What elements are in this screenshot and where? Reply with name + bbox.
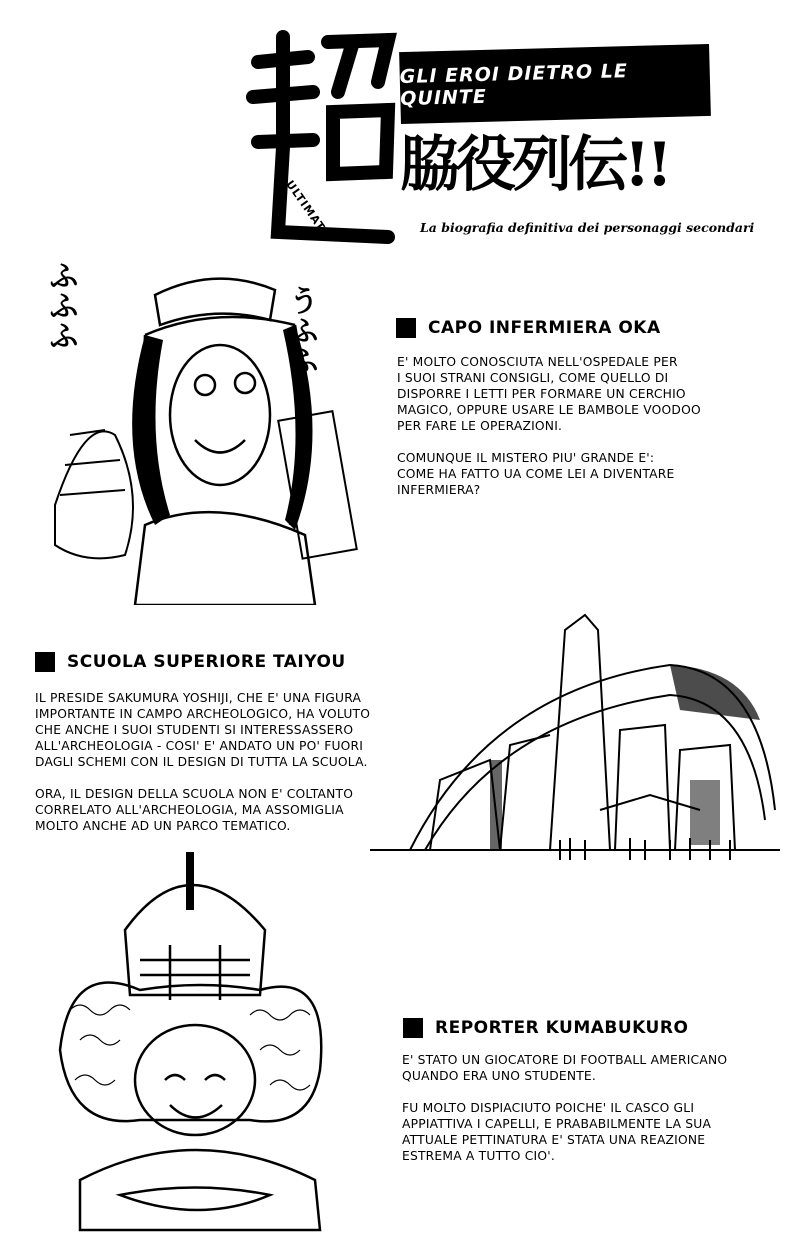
body-line: APPIATTIVA I CAPELLI, E PRABABILMENTE LA SUA <box>402 1117 712 1131</box>
body-line: IL PRESIDE SAKUMURA YOSHIJI, CHE E' UNA FIGURA <box>35 691 362 705</box>
section-body-kumabukuro <box>402 1052 727 1164</box>
body-line: COMUNQUE IL MISTERO PIU' GRANDE E': <box>397 451 655 465</box>
body-line: CORRELATO ALL'ARCHEOLOGIA, MA ASSOMIGLIA <box>35 803 344 817</box>
body-line: FU MOLTO DISPIACIUTO POICHE' IL CASCO GLI <box>402 1101 695 1115</box>
section-heading-kumabukuro <box>403 1018 688 1038</box>
title-banner-text: GLI EROI DIETRO LE QUINTE <box>399 60 629 111</box>
title-kanji-row: 脇役列伝!! <box>400 130 669 200</box>
body-line: ESTREMA A TUTTO CIO'. <box>402 1149 555 1163</box>
subtitle: La biografia definitiva dei personaggi secondari <box>420 220 755 235</box>
body-line: CHE ANCHE I SUOI STUDENTI SI INTERESSASSERO <box>35 723 354 737</box>
title-banner <box>399 44 711 124</box>
heading-square-icon <box>403 1018 423 1038</box>
section-heading-oka <box>396 318 661 338</box>
ultimate-label: ULTIMATE <box>283 178 333 241</box>
school-building-illustration <box>370 610 780 870</box>
reporter-kumabukuro-illustration <box>50 850 340 1245</box>
body-line: COME HA FATTO UA COME LEI A DIVENTARE <box>397 467 675 481</box>
body-line: QUANDO ERA UNO STUDENTE. <box>402 1069 597 1083</box>
section-body-oka <box>397 354 701 498</box>
heading-square-icon <box>35 652 55 672</box>
sfx-ufufu: うふふ <box>283 285 318 375</box>
body-line: DAGLI SCHEMI CON IL DESIGN DI TUTTA LA SCUOLA. <box>35 755 368 769</box>
body-line: INFERMIERA? <box>397 483 481 497</box>
section-title: REPORTER KUMABUKURO <box>435 1018 689 1038</box>
body-line: MOLTO ANCHE AD UN PARCO TEMATICO. <box>35 819 291 833</box>
heading-square-icon <box>396 318 416 338</box>
section-title: SCUOLA SUPERIORE TAIYOU <box>67 652 346 672</box>
section-heading-taiyou <box>35 652 346 672</box>
body-line: PER FARE LE OPERAZIONI. <box>397 419 563 433</box>
sfx-fufufu: ふふふ <box>43 260 78 350</box>
body-line: MAGICO, OPPURE USARE LE BAMBOLE VOODOO <box>397 403 701 417</box>
body-line: ORA, IL DESIGN DELLA SCUOLA NON E' COLTANTO <box>35 787 354 801</box>
body-line: ALL'ARCHEOLOGIA - COSI' E' ANDATO UN PO' FUORI <box>35 739 364 753</box>
body-line: I SUOI STRANI CONSIGLI, COME QUELLO DI <box>397 371 669 385</box>
section-body-taiyou <box>35 690 370 834</box>
body-line: IMPORTANTE IN CAMPO ARCHEOLOGICO, HA VOLUTO <box>35 707 371 721</box>
section-title: CAPO INFERMIERA OKA <box>428 318 661 338</box>
body-line: DISPORRE I LETTI PER FORMARE UN CERCHIO <box>397 387 686 401</box>
body-line: ATTUALE PETTINATURA E' STATA UNA REAZIONE <box>402 1133 706 1147</box>
body-line: E' STATO UN GIOCATORE DI FOOTBALL AMERICANO <box>402 1053 728 1067</box>
body-line: E' MOLTO CONOSCIUTA NELL'OSPEDALE PER <box>397 355 678 369</box>
